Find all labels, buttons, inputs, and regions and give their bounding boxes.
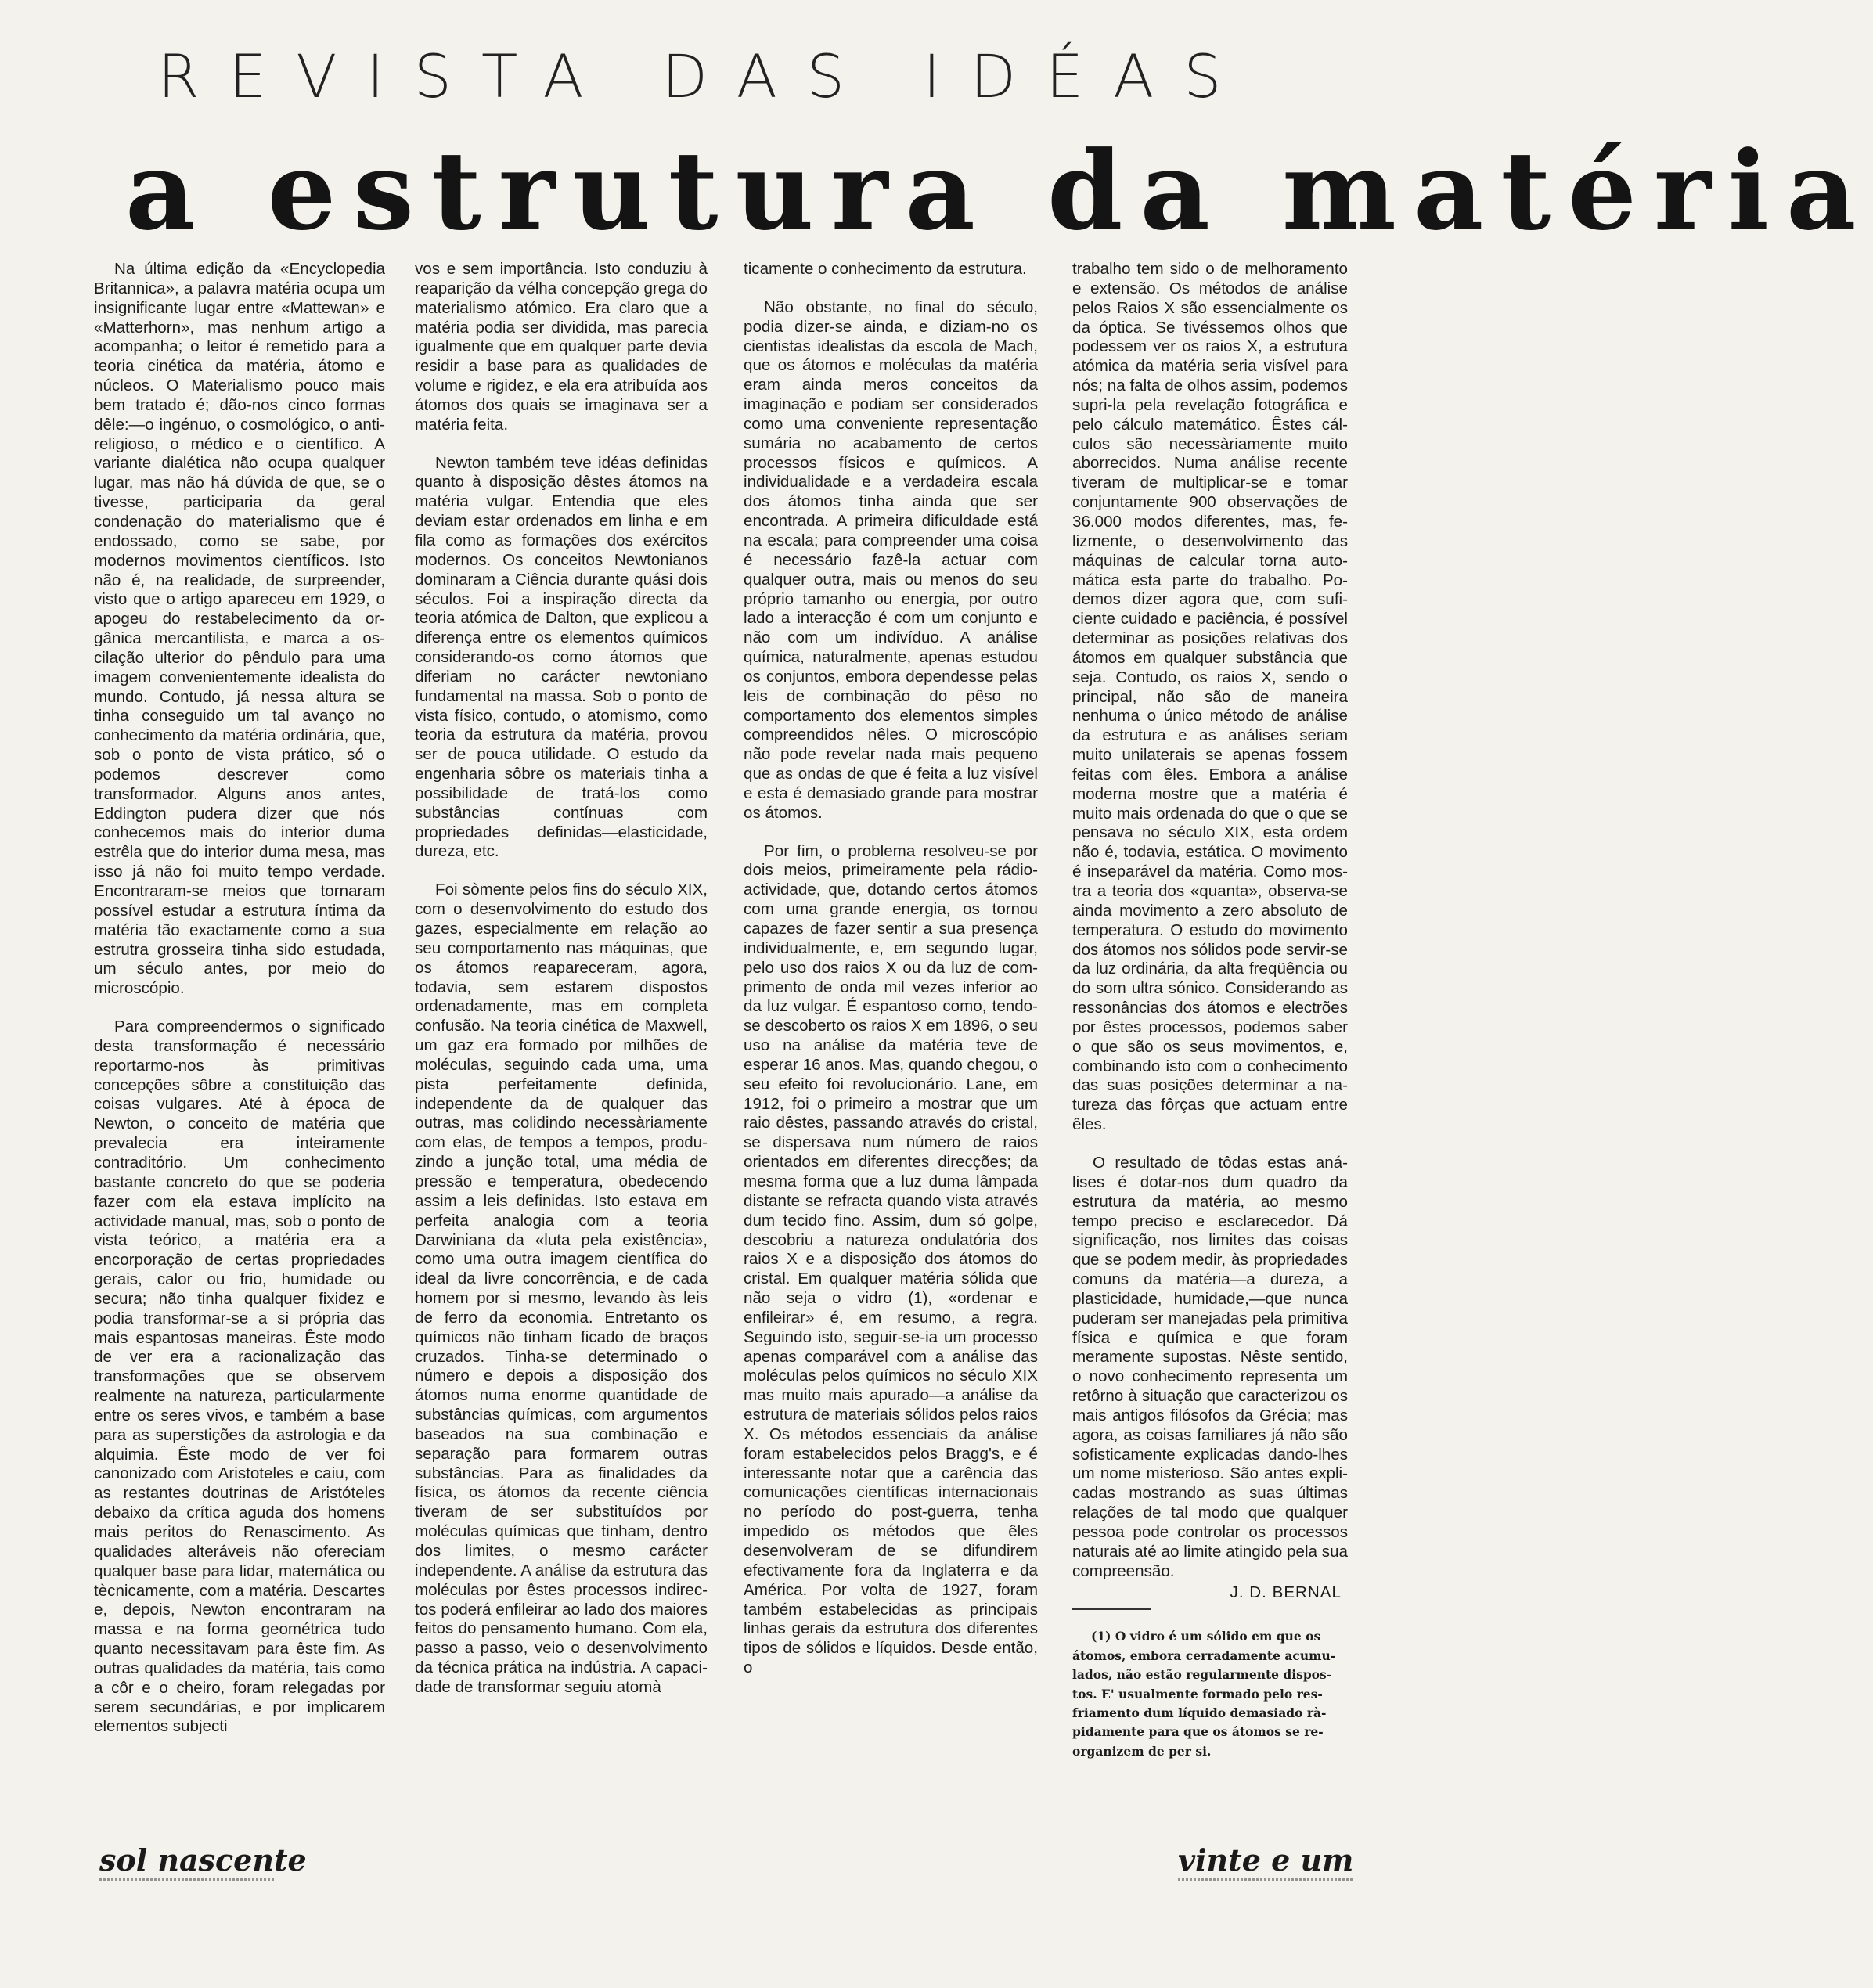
paragraph: Não obstante, no final do século, podia dizer-se ainda, e diziam-no os cientistas idealistas da escola de Mach, que os átomos e moléculas da matéria eram ainda meros conceitos da imaginação e podiam ser considerados como uma conveniente representação sumária no acabamento de certos processos físicos e químicos. A individualidade e a verdadeira escala dos átomos tinha ainda que ser encontrada. A primeira dificuldade está na escala; para compreender uma coisa é necessário fazê-la actuar com qualquer outra, mais ou menos do seu próprio tamanho ou energia, por outro lado a interacção é com um conjunto e não com um indivíduo. A análise química, naturalmente, apenas estudou os conjuntos, embora dependesse pelas leis de combinação do pêso no comportamento dos elementos simples compreendidos nêles. O microscópio não pode revelar nada mais pequeno que as ondas de que é feita a luz visível e esta é demasiado grande para mostrar os átomos.: [744, 297, 1038, 822]
footnote: [1072, 1627, 1348, 1761]
footer-publication-name: sol nascente: [99, 1842, 307, 1878]
paragraph: Newton também teve idéas definidas quanto à disposição dêstes átomos na matéria vulgar. Entendia que eles deviam estar ordenados em linha e em fila como as formações dos exércitos modernos. Os conceitos Newtonianos dominaram a Ciência durante quási dois séculos. Foi a inspiração directa da teoria atómica de Dalton, que explicou a diferença entre os elementos químicos considerando-os como átomos que diferiam no carácter newtoniano fundamental na massa. Sob o ponto de vista físico, contudo, o atomismo, como teoria da estrutura da matéria, provou ser de pouca utilidade. O estudo da engenharia sôbre os materiais tinha a possibilidade de tratá-los como substâncias contínuas com propriedades definidas—elasticidade, dureza, etc.: [415, 453, 708, 861]
text-column-2: [415, 260, 708, 1698]
footnote-text: (1) O vidro é um sólido em que os átomos, embora cerradamente acumulados, não estão regularmente dispostos. E' usualmente formado pelo resfriamento dum líquido demasiado ràpidamente para que os átomos se reorganizem de per si.: [1072, 1629, 1336, 1759]
text-column-3: [744, 260, 1038, 1678]
author-signature: J. D. BERNAL: [1230, 1583, 1342, 1601]
paragraph: Para compreendermos o significado desta transformação é necessário reportarmo-nos às primitivas concepções sôbre a constituição das coisas vulgares. Até à época de Newton, o conceito de matéria que prevalecia era inteiramente contraditório. Um conhecimento bastante concreto do que se poderia fazer com ela estava implícito na actividade manual, mas, sob o ponto de vista teórico, a matéria era a encorporação de certas propriedades gerais, calor ou frio, humidade ou secura; não tinha qualquer fixidez e podia transformar-se a si própria das mais espantosas maneiras. Êste modo de ver era a racionalização das transformações que se observem realmente na natureza, particularmente entre os seres vivos, e também a base para as superstições da astrologia e da alquimia. Êste modo de ver foi canonizado com Aristoteles e caiu, com as restantes doutrinas de Aristóteles debaixo da crítica aguda dos homens mais peritos do Renascimento. As qualidades alteráveis não ofereciam qualquer base para lidar, matemática ou tècnicamente, com a matéria. Descartes e, depois, Newton encontraram na massa e na forma geométrica tudo quanto necessitavam para êste fim. As outras qualidades da matéria, tais como a côr e o cheiro, foram relegadas por serem secundárias, e por implicarem elementos subjecti: [94, 1017, 385, 1736]
paragraph: Foi sòmente pelos fins do século XIX, com o desenvolvimento do estudo dos gazes, especialmente em relação ao seu comportamento nas máquinas, que os átomos reapareceram, agora, todavia, sem estarem dispostos ordenadamente, mas em completa confusão. Na teoria cinética de Maxwell, um gaz era formado por milhões de moléculas, seguindo cada uma, uma pista perfeitamente definida, independente da de qualquer das outras, mas colidindo necessàriamente com elas, de tempos a tempos, produzindo a junção total, uma média de pressão e temperatura, obedecendo assim a leis definidas. Isto estava em perfeita analogia com a teoria Darwiniana da «luta pela existência», como uma outra imagem científica do ideal da livre concorrência, e de cada homem por si mesmo, levando às leis de ferro da economia. Entretanto os químicos não tinham ficado de braços cruzados. Tinha-se determinado o número e depois a disposição dos átomos numa enorme quantidade de substâncias químicas, com argumentos baseados na sua combinação e separação para formarem outras substâncias. Para as finalidades da física, os átomos da recente ciência tiveram de ser substituídos por moléculas químicas que tinham, dentro dos limites, o mesmo carácter independente. A análise da estrutura das moléculas por êstes processos indirectos poderá enfileirar ao lado dos maiores feitos do pensamento humano. Com ela, passo a passo, veio o desenvolvimento da técnica prática na indústria. A capacidade de transformar seguiu atomà: [415, 881, 708, 1696]
footer-page-number: vinte e um: [1178, 1842, 1354, 1878]
divider: [1072, 1608, 1151, 1610]
paragraph: ticamente o conhecimento da estrutura.: [744, 260, 1027, 278]
article-title: a estrutura da matéria: [125, 127, 1873, 254]
paragraph: O resultado de tôdas estas análises é dotar-nos dum quadro da estrutura da matéria, ao mesmo tempo preciso e esclarecedor. Dá significação, nos limites das coisas que se podem medir, às propriedades comuns da matéria—a dureza, a plasticidade, humidade,—que nunca puderam ser manejadas pela primitiva física e química e que foram meramente supostas. Nêste sentido, o novo conhecimento representa um retôrno à situação que caracterizou os mais antigos filósofos da Grécia; mas agora, as coisas familiares já não são sofisticamente explicadas dando-lhes um nome misterioso. São antes explicadas mostrando as suas últimas relações de tal modo que qualquer pessoa pode controlar os processos naturais até ao limite atingido pela sua compreensão.: [1072, 1153, 1348, 1580]
text-column-1: [94, 260, 385, 1737]
footer-rule: [99, 1878, 276, 1881]
footer-rule: [1178, 1878, 1354, 1881]
text-column-4: [1072, 260, 1348, 1761]
paragraph: Na última edição da «Encyclopedia Britannica», a palavra matéria ocupa um insignificante lugar entre «Mattewan» e «Matterhorn», mas nenhum artigo a acompanha; o leitor é remetido para a teoria cinética da matéria, átomo e núcleos. O Materialismo pouco mais bem tratado é; dão-nos cinco formas dêle:—o ingénuo, o cosmológico, o anti-religioso, o médico e o científico. A variante dialética não ocupa qualquer lugar, mas não há dúvida de que, se o tivesse, participaria da geral condenação do materialismo que é endossado, como se sabe, por modernos movimentos científicos. Isto não é, na realidade, de surpreender, visto que o artigo apareceu em 1929, o apogeu do restabelecimento da orgânica mercantilista, e marca a oscilação ulterior do pêndulo para uma imagem convenientemente idealista do mundo. Contudo, já nessa altura se tinha conseguido um tal avanço no conhecimento da matéria ordinária, que, sob o ponto de vista prático, só o podemos descrever como transformador. Alguns anos antes, Eddington pudera dizer que nós conhecemos mais do interior duma estrêla que do interior duma mesa, mas isso já não foi muito tempo verdade. Encontraram-se meios que tornaram possível estudar a estrutura íntima da matéria tão exactamente como a sua estrutra grosseira tinha sido estudada, um século antes, por meio do microscópio.: [94, 260, 385, 998]
paragraph: trabalho tem sido o de melhoramento e extensão. Os métodos de análise pelos Raios X são essencialmente os da óptica. Se tivéssemos olhos que podessem ver os raios X, a estrutura atómica da matéria seria visível para nós; na falta de olhos assim, podemos supri-la pela revelação fotográfica e pelo cálculo matemático. Êstes cálculos são necessàriamente muito aborrecidos. Numa análise recente tiveram de multiplicar-se e tomar conjuntamente 900 observações de 36.000 modos diferentes, mas, felizmente, o desenvolvimento das máquinas de calcular torna automática esta parte do trabalho. Podemos dizer agora que, com suficiente cuidado e paciência, é possível determinar as posições relativas dos átomos em qualquer substância que seja. Contudo, os raios X, sendo o principal, não são de maneira nenhuma o único método de análise da estrutura e as análises seriam muito unilaterais se apenas fossem feitas com êles. Embora a análise moderna mostre que a matéria é muito mais ordenada do que o que se pensava no século XIX, esta ordem não é, todavia, estática. O movimento é inseparável da matéria. Como mostra a teoria dos «quanta», observa-se ainda movimento a zero absoluto de temperatura. O estudo do movimento dos átomos nos sólidos pode servir-se da luz ordinária, da alta freqüência ou do som ultra sónico. Considerando as ressonâncias dos átomos e electrões por êstes processos, podemos saber o que são os seus movimentos, e, combinando isto com o conhecimento das suas posições determinar a natureza das fôrças que actuam entre êles.: [1072, 260, 1348, 1134]
paragraph: Por fim, o problema resolveu-se por dois meios, primeiramente pela rádio-actividade, que, dotando certos átomos com uma grande energia, os tornou capazes de fazer sentir a sua presença individualmente, e, em segundo lugar, pelo uso dos raios X ou da luz de comprimento de onda mil vezes inferior ao da luz vulgar. É espantoso como, tendo-se descoberto os raios X em 1896, o seu uso na análise da matéria teve de esperar 16 anos. Mas, quando chegou, o seu efeito foi revolucionário. Lane, em 1912, foi o primeiro a mostrar que um raio dêstes, passando através do cristal, se dispersava num número de raios orientados em diferentes direcções; da mesma forma que a luz duma lâmpada distante se refracta quando vista através dum tecido fino. Assim, dum só golpe, descobriu a natureza ondulatória dos raios X e a disposição dos átomos do cristal. Em qualquer matéria sólida que não seja o vidro (1), «ordenar e enfileirar» é, em resumo, a regra. Seguindo isto, seguir-se-ia um processo apenas comparável com a análise das moléculas pelos químicos no século XIX mas muito mais apurado—a análise da estrutura de materiais sólidos pelos raios X. Os métodos essenciais da análise foram estabelecidos pelos Bragg's, e é interessante notar que a carência das comunicações científicas internacionais no período do post-guerra, tenha impedido os métodos que êles desenvolveram de se difundirem efectivamente fora da Inglaterra e da América. Por volta de 1927, foram também estabelecidas as principais linhas gerais da estrutura dos diferentes tipos de sólidos e líquidos. Desde então, o: [744, 841, 1038, 1677]
section-kicker: REVISTA DAS IDÉAS: [157, 41, 1252, 111]
paragraph: vos e sem importância. Isto conduziu à reaparição da vélha concepção grega do materialismo atómico. Era claro que a matéria podia ser dividida, mas parecia igualmente que em qualquer parte devia residir a base para as qualidades de volume e rigidez, e ela era atribuída aos átomos dos quais se imaginava ser a matéria feita.: [415, 260, 708, 434]
